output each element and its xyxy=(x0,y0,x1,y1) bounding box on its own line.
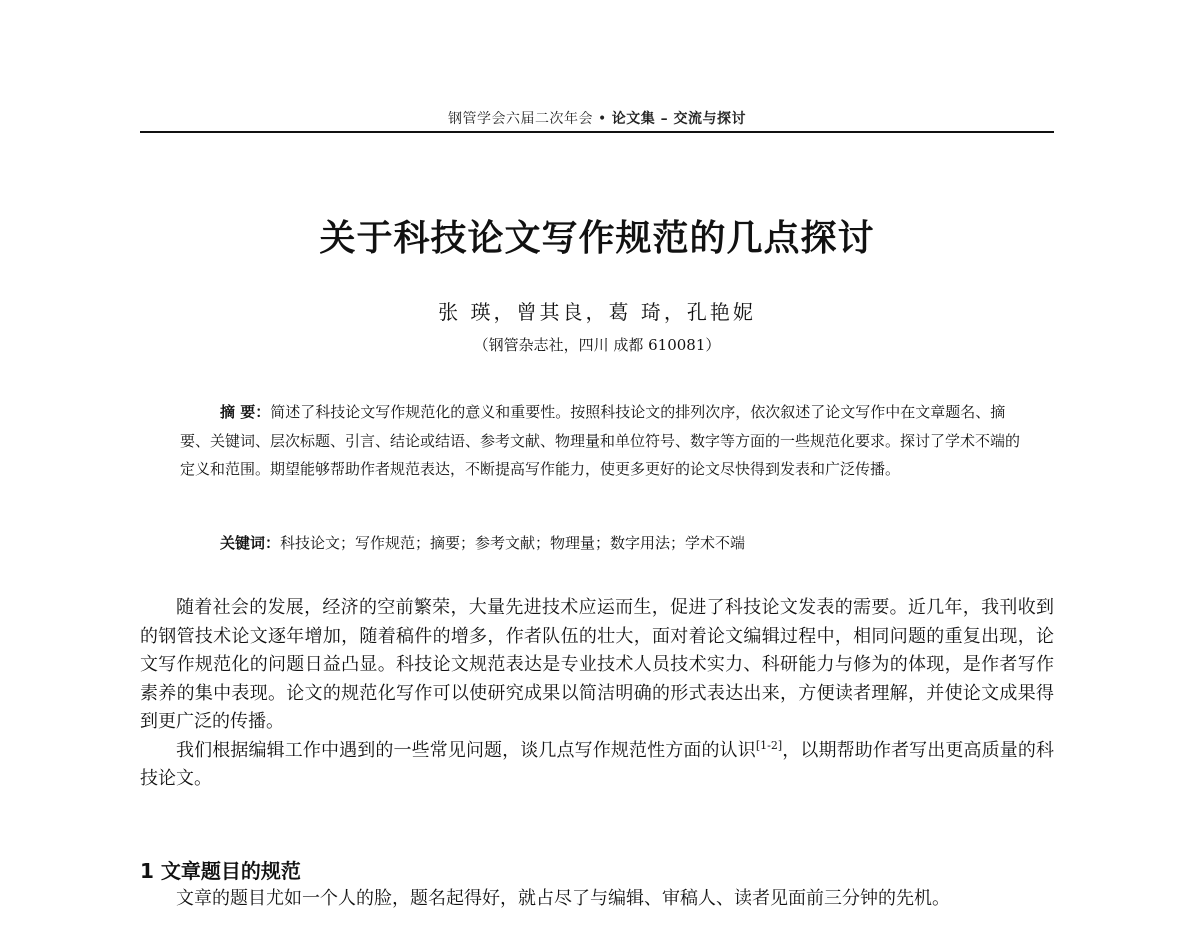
body-paragraph-1: 随着社会的发展，经济的空前繁荣，大量先进技术应运而生，促进了科技论文发表的需要。近几年，我刊收到的钢管技术论文逐年增加，随着稿件的增多，作者队伍的壮大，面对着论文编辑过程中，相同问题的重复出现，论文写作规范化的问题日益凸显。科技论文规范表达是专业技术人员技术实力、科研能力与修为的体现，是作者写作素养的集中表现。论文的规范化写作可以使研究成果以简洁明确的形式表达出来，方便读者理解，并使论文成果得到更广泛的传播。 xyxy=(140,597,1054,732)
section-1-heading: 1 文章题目的规范 xyxy=(140,859,301,883)
affiliation: （钢管杂志社，四川 成都 610081） xyxy=(473,336,721,354)
abstract-text: 简述了科技论文写作规范化的意义和重要性。按照科技论文的排列次序，依次叙述了论文写作中在文章题名、摘要、关键词、层次标题、引言、结论或结语、参考文献、物理量和单位符号、数字等方面的一些规范化要求。探讨了学术不端的定义和范围。期望能够帮助作者规范表达，不断提高写作能力，使更多更好的论文尽快得到发表和广泛传播。 xyxy=(180,403,1021,478)
abstract xyxy=(180,398,1026,484)
running-head-bold: 论文集 – 交流与探讨 xyxy=(611,111,746,127)
section-1-paragraph: 文章的题目尤如一个人的脸，题名起得好，就占尽了与编辑、审稿人、读者见面前三分钟的先机。 xyxy=(176,888,950,909)
paper-title: 关于科技论文写作规范的几点探讨 xyxy=(319,218,875,259)
section-1-body xyxy=(140,884,1054,914)
body-paragraph-2 xyxy=(140,737,1054,794)
keywords-label: 关键词： xyxy=(220,534,281,552)
authors: 张 瑛，曾其良，葛 琦，孔艳妮 xyxy=(438,300,756,324)
keywords-text: 科技论文；写作规范；摘要；参考文献；物理量；数字用法；学术不端 xyxy=(280,534,746,552)
keywords xyxy=(220,532,1026,553)
para2-text-after: ，以期帮助作者写出更高质量的科技论文。 xyxy=(140,739,1055,789)
para2-text-before: 我们根据编辑工作中遇到的一些常见问题，谈几点写作规范性方面的认识 xyxy=(176,739,756,761)
header-rule xyxy=(140,131,1054,133)
body-text xyxy=(140,594,1054,794)
citation-ref: [1-2] xyxy=(755,738,783,752)
running-head xyxy=(140,108,1054,128)
running-head-prefix: 钢管学会六届二次年会 • xyxy=(448,111,612,127)
abstract-label: 摘 要： xyxy=(220,403,271,421)
